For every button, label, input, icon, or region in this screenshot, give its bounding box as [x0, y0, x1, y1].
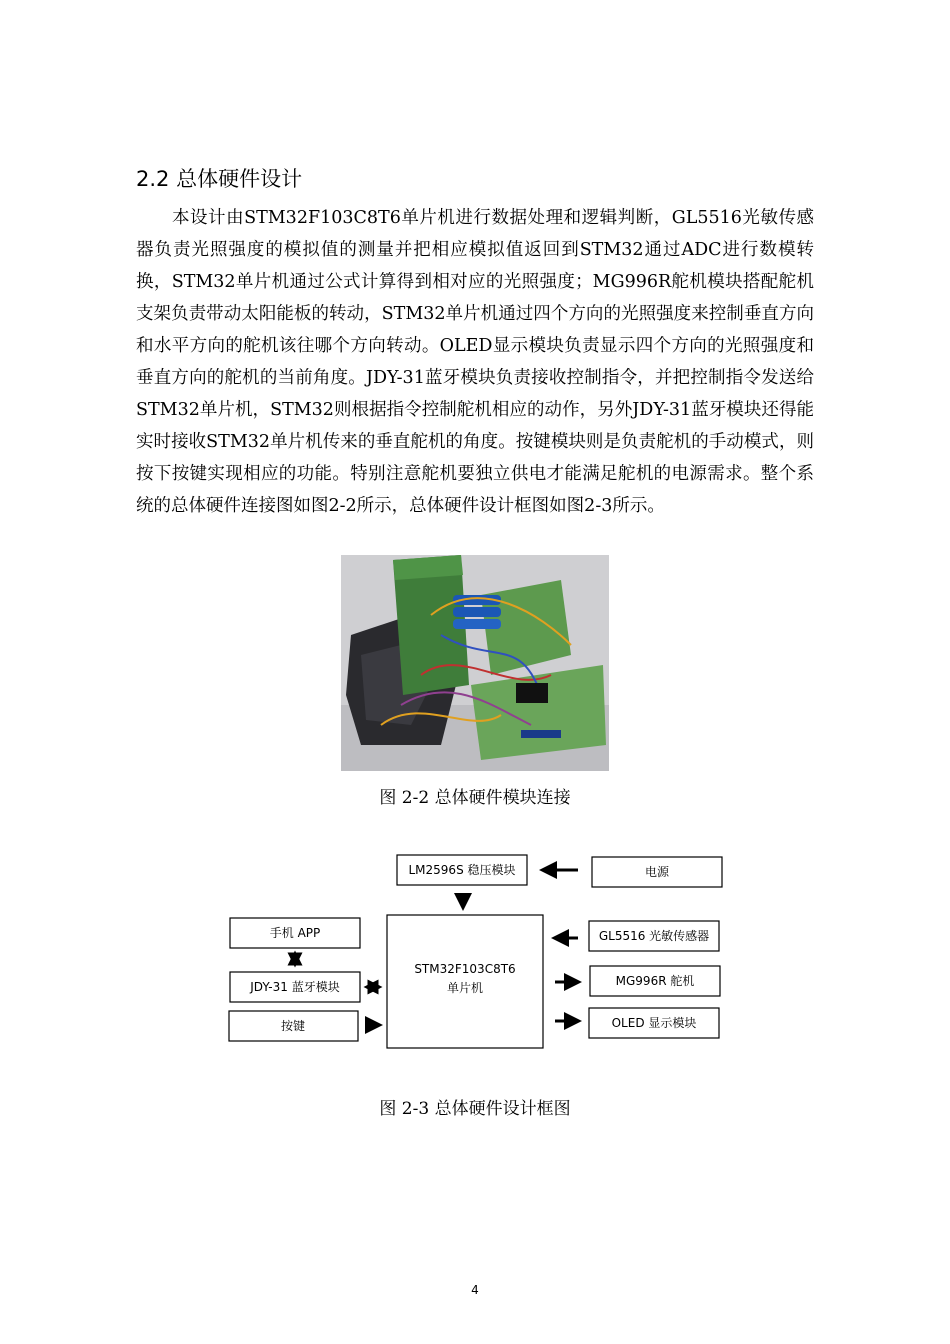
block-diagram [220, 845, 730, 1055]
button-label: 按键 [280, 1019, 306, 1033]
body-paragraph: 本设计由STM32F103C8T6单片机进行数据处理和逻辑判断，GL5516光敏传感器负责光照强度的模拟值的测量并把相应模拟值返回到STM32通过ADC进行数模转换，STM32单片机通过公式计算得到相对应的光照强度；MG996R舵机模块搭配舵机支架负责带动太阳能板的转动，STM32单片机通过四个方向的光照强度来控制垂直方向和水平方向的舵机该往哪个方向转动。OLED显示模块负责显示四个方向的光照强度和垂直方向的舵机的当前角度。JDY-31蓝牙模块负责接收控制指令，并把控制指令发送给STM32单片机，STM32则根据指令控制舵机相应的动作，另外JDY-31蓝牙模块还得能实时接收STM32单片机传来的垂直舵机的角度。按键模块则是负责舵机的手动模式，则按下按键实现相应的功能。特别注意舵机要独立供电才能满足舵机的电源需求。整个系统的总体硬件连接图如图2-2所示，总体硬件设计框图如图2-3所示。 [136, 208, 814, 516]
mcu-label-2: 单片机 [446, 981, 484, 995]
power-label: 电源 [644, 865, 670, 879]
figure-2-2-caption: 图 2-2 总体硬件模块连接 [379, 788, 571, 808]
section-heading: 2.2 总体硬件设计 [136, 167, 303, 191]
figure-2-3-caption: 图 2-3 总体硬件设计框图 [379, 1099, 571, 1119]
regulator-label: LM2596S 稳压模块 [408, 863, 516, 877]
mcu-label-1: STM32F103C8T6 [414, 962, 516, 976]
phone-app-label: 手机 APP [269, 926, 321, 940]
page-number: 4 [471, 1283, 479, 1297]
oled-label: OLED 显示模块 [611, 1016, 697, 1030]
servo-label: MG996R 舵机 [615, 974, 695, 988]
bluetooth-label: JDY-31 蓝牙模块 [250, 980, 340, 994]
sensor-label: GL5516 光敏传感器 [598, 929, 710, 943]
hardware-photo [341, 555, 609, 771]
